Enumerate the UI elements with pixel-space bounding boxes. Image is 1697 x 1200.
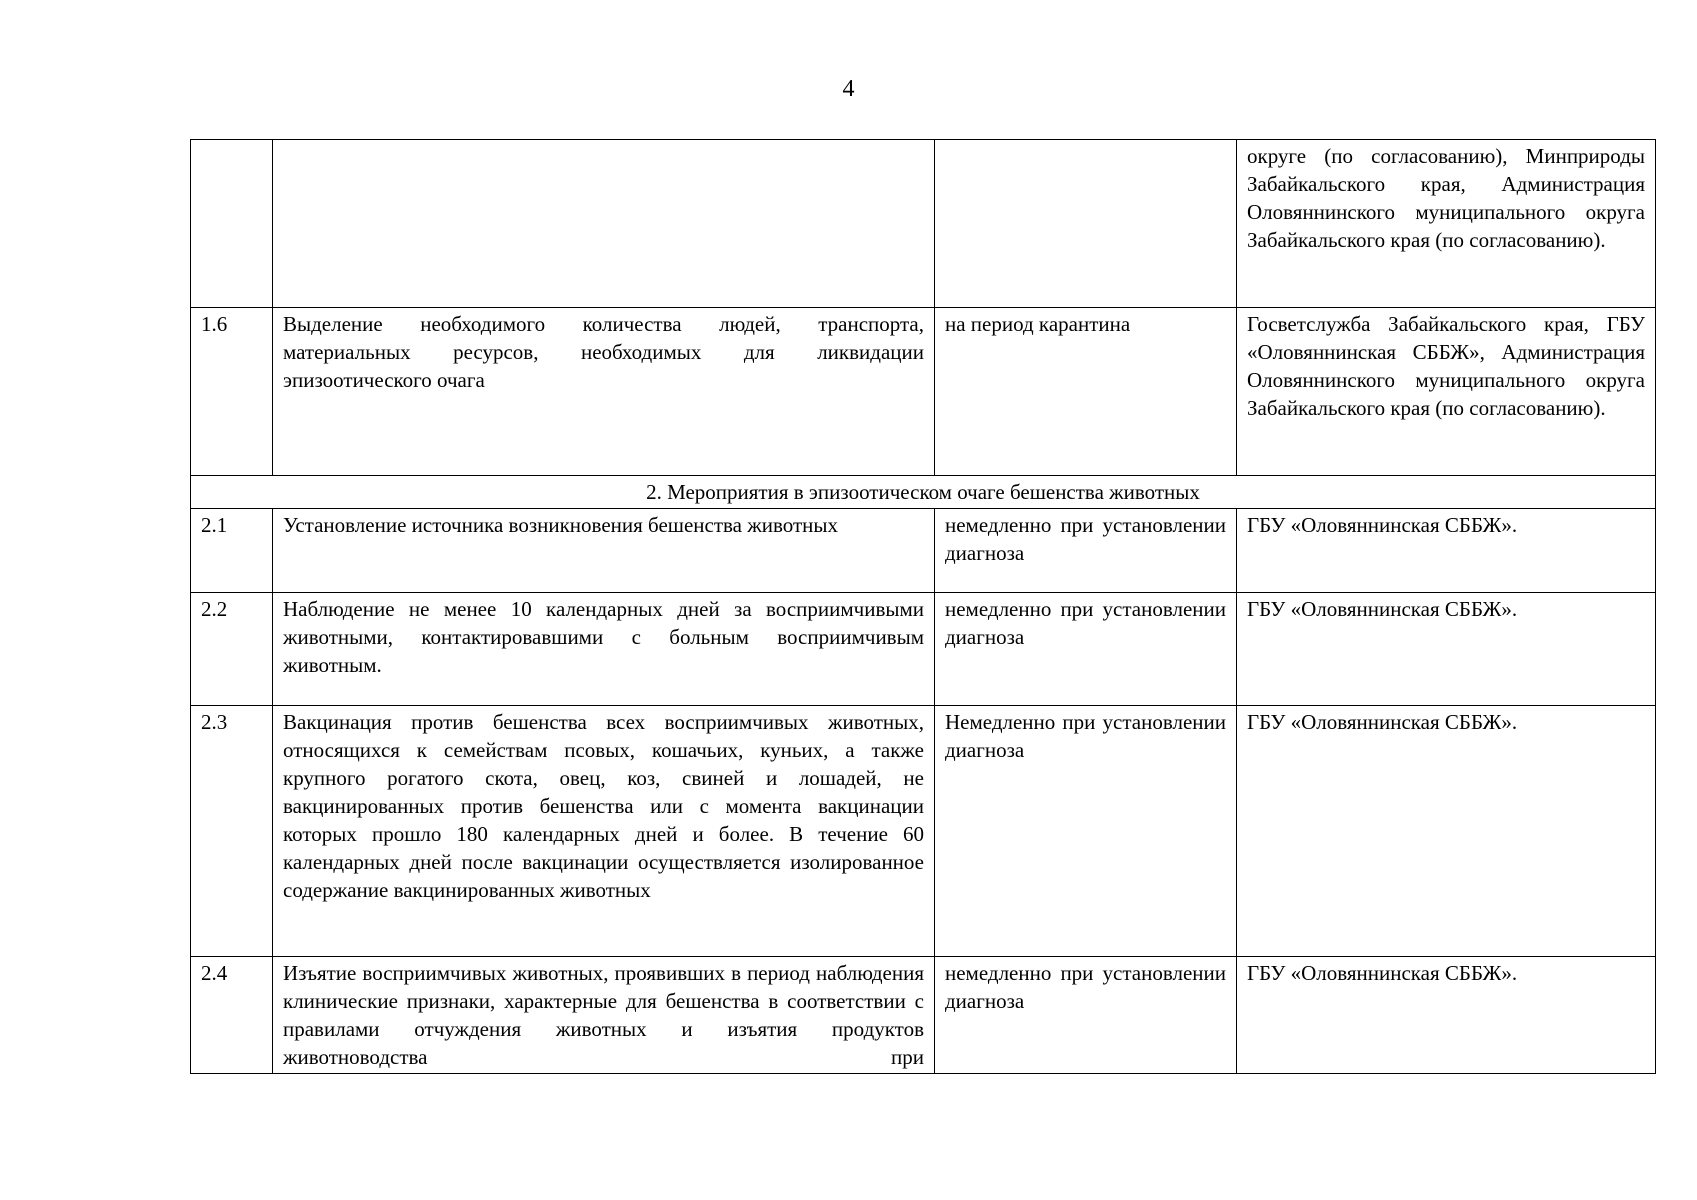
term-cell: немедленно при установлении диагноза [935,593,1237,706]
table-row [191,308,1656,476]
responsible-cell: ГБУ «Оловяннинская СББЖ». [1237,957,1656,1074]
row-number-cell: 2.2 [191,593,273,706]
term-cell: на период карантина [935,308,1237,476]
responsible-cell: Госветслужба Забайкальского края, ГБУ «Оловяннинская СББЖ», Администрация Оловяннинского муниципального округа Забайкальского края (по согласованию). [1237,308,1656,476]
responsible-cell: ГБУ «Оловяннинская СББЖ». [1237,509,1656,593]
page-number: 4 [842,76,855,102]
term-cell: немедленно при установлении диагноза [935,509,1237,593]
row-number-cell: 2.4 [191,957,273,1074]
measures-table [190,139,1656,1074]
action-cell: Установление источника возникновения бешенства животных [273,509,935,593]
term-cell [935,140,1237,308]
table-row [191,706,1656,957]
term-cell: Немедленно при установлении диагноза [935,706,1237,957]
table-row [191,140,1656,308]
responsible-cell: ГБУ «Оловяннинская СББЖ». [1237,593,1656,706]
table-row [191,957,1656,1074]
action-cell: Наблюдение не менее 10 календарных дней за восприимчивыми животными, контактировавшими с больным восприимчивым животным. [273,593,935,706]
row-number-cell [191,140,273,308]
row-number-cell: 2.3 [191,706,273,957]
action-cell: Вакцинация против бешенства всех восприимчивых животных, относящихся к семействам псовых, кошачьих, куньих, а также крупного рогатого скота, овец, коз, свиней и лошадей, не вакцинированных против бешенства или с момента вакцинации которых прошло 180 календарных дней и более. В течение 60 календарных дней после вакцинации осуществляется изолированное содержание вакцинированных животных [273,706,935,957]
action-cell [273,140,935,308]
action-cell: Изъятие восприимчивых животных, проявивших в период наблюдения клинические признаки, характерные для бешенства в соответствии с правилами отчуждения животных и изъятия продуктов животноводства при [273,957,935,1074]
section-title: 2. Мероприятия в эпизоотическом очаге бешенства животных [191,476,1656,509]
responsible-cell: ГБУ «Оловяннинская СББЖ». [1237,706,1656,957]
term-cell: немедленно при установлении диагноза [935,957,1237,1074]
table-row [191,509,1656,593]
action-cell: Выделение необходимого количества людей, транспорта, материальных ресурсов, необходимых для ликвидации эпизоотического очага [273,308,935,476]
row-number-cell: 2.1 [191,509,273,593]
table-row [191,593,1656,706]
responsible-cell: округе (по согласованию), Минприроды Забайкальского края, Администрация Оловяннинского муниципального округа Забайкальского края (по согласованию). [1237,140,1656,308]
section-header-row [191,476,1656,509]
row-number-cell: 1.6 [191,308,273,476]
